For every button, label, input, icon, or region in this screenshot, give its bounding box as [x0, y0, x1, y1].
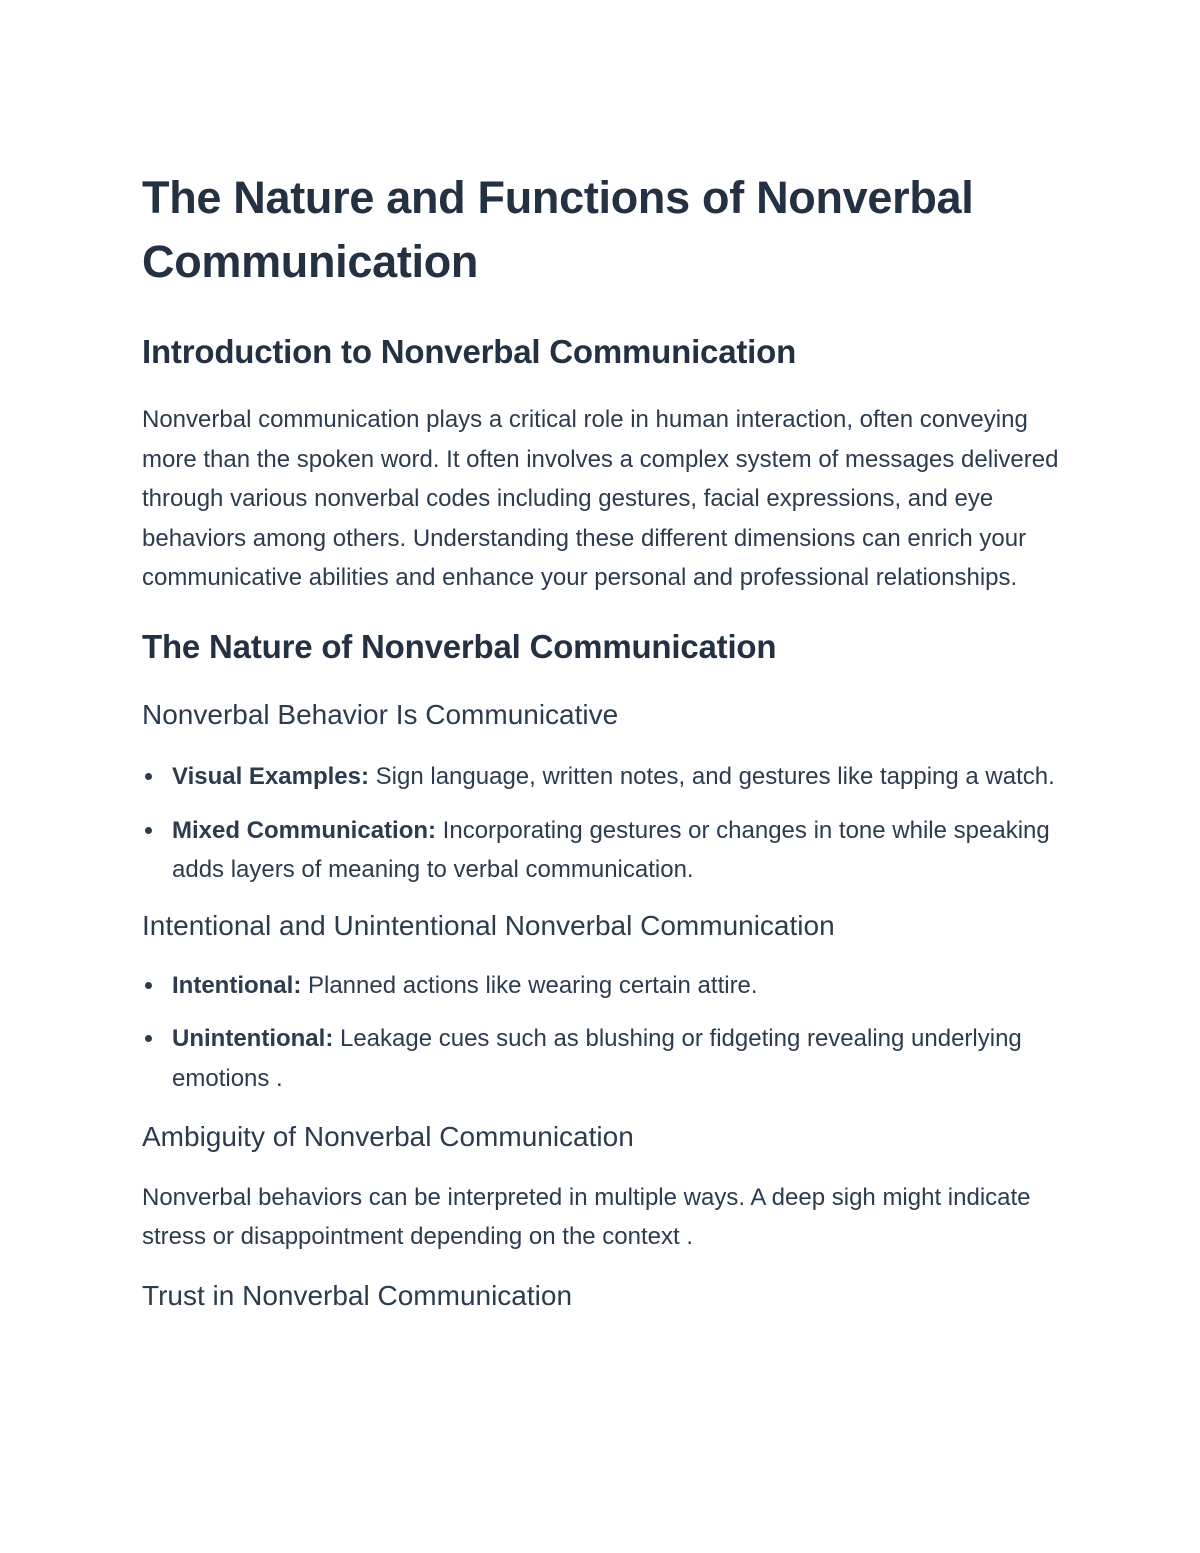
list-item-text: Leakage cues such as blushing or fidgeting revealing underlying emotions .	[172, 1025, 1022, 1092]
subheading-communicative: Nonverbal Behavior Is Communicative	[142, 698, 619, 730]
list-item-text: Planned actions like wearing certain attire.	[301, 971, 758, 999]
list-item-term: Visual Examples:	[172, 762, 369, 790]
list-item	[142, 1019, 1072, 1098]
list-item-term: Intentional:	[172, 971, 302, 999]
subheading-ambiguity: Ambiguity of Nonverbal Communication	[142, 1120, 634, 1152]
list-item	[142, 811, 1072, 890]
bullet-list-intentional	[142, 966, 1072, 1099]
document-page	[142, 166, 1072, 1314]
section-heading-introduction: Introduction to Nonverbal Communication	[142, 333, 797, 370]
list-item	[142, 966, 1072, 1006]
list-item	[142, 757, 1072, 797]
subheading-intentional: Intentional and Unintentional Nonverbal Communication	[142, 909, 835, 941]
bullet-list-communicative	[142, 757, 1072, 890]
document-title: The Nature and Functions of Nonverbal Communication	[142, 172, 974, 287]
section-heading-nature: The Nature of Nonverbal Communication	[142, 627, 777, 665]
list-item-text: Incorporating gestures or changes in tone while speaking adds layers of meaning to verbal communication.	[172, 816, 1050, 884]
list-item-term: Mixed Communication:	[172, 816, 437, 844]
list-item-text: Sign language, written notes, and gestures like tapping a watch.	[369, 762, 1055, 790]
introduction-paragraph: Nonverbal communication plays a critical role in human interaction, often conveying more than the spoken word. It often involves a complex system of messages delivered through various nonverbal codes including gestures, facial expressions, and eye behaviors among others. Understanding these different dimensions can enrich your communicative abilities and enhance your personal and professional relationships.	[142, 406, 1059, 592]
ambiguity-paragraph: Nonverbal behaviors can be interpreted in multiple ways. A deep sigh might indicate stress or disappointment depending on the context .	[142, 1183, 1031, 1251]
list-item-term: Unintentional:	[172, 1025, 334, 1053]
subheading-trust: Trust in Nonverbal Communication	[142, 1279, 573, 1311]
